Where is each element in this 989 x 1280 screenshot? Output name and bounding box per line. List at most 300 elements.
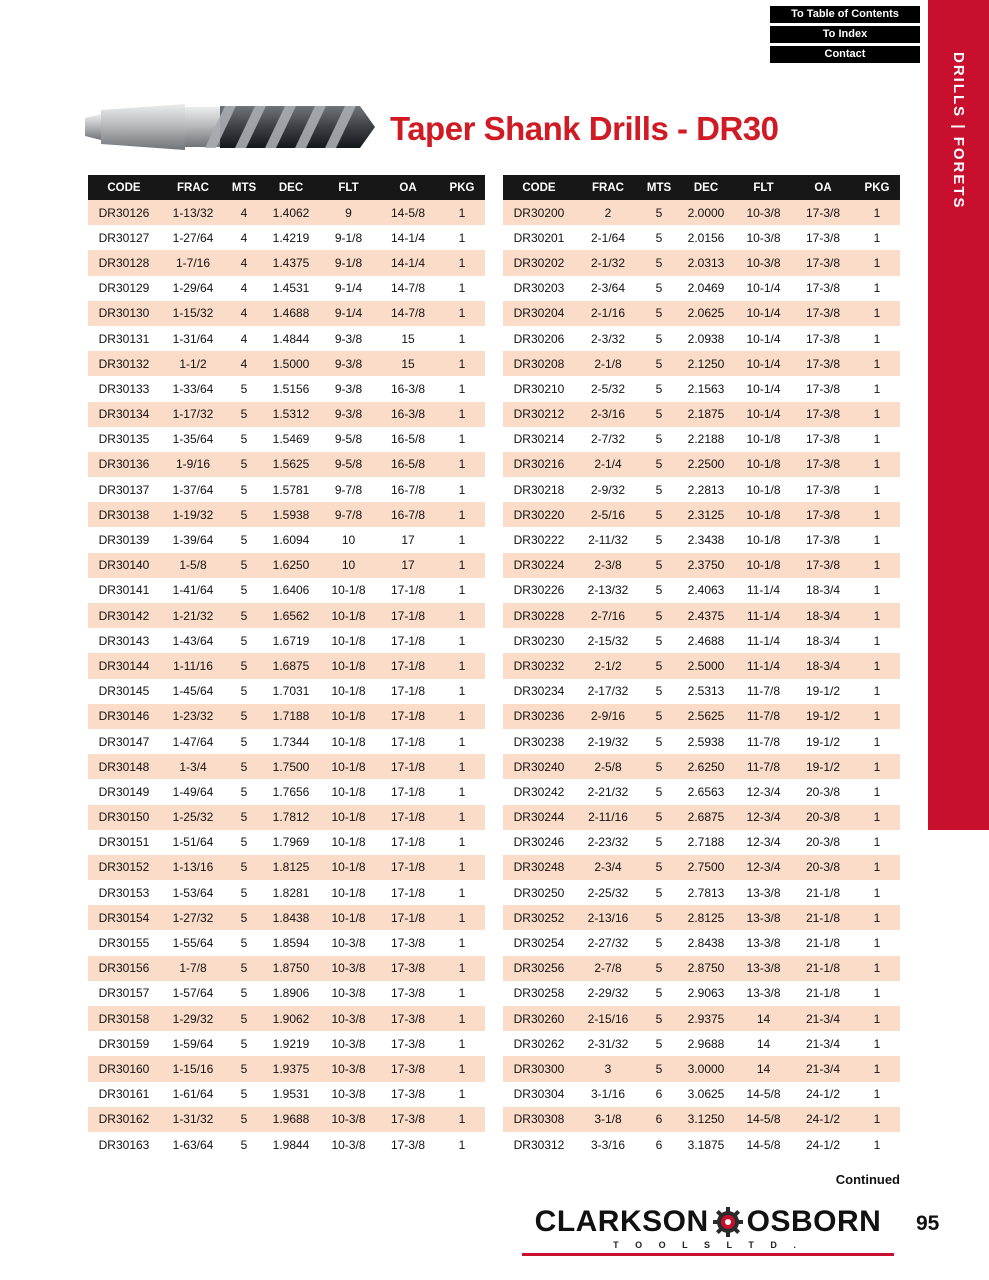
table-cell: 14-5/8 xyxy=(746,1087,781,1102)
table-row xyxy=(503,200,900,225)
table-cell: 2-7/32 xyxy=(590,432,626,447)
table-cell: 1 xyxy=(854,905,900,930)
table-cell: 17-1/8 xyxy=(390,835,426,850)
table-cell: DR30131 xyxy=(98,331,150,346)
table-cell: 10-1/4 xyxy=(746,281,781,296)
table-cell: 1 xyxy=(458,482,466,497)
table-cell: 2.2500 xyxy=(677,452,735,477)
table-cell: 10-3/8 xyxy=(331,1137,366,1152)
table-cell: DR30140 xyxy=(88,553,160,578)
table-cell: 20-3/8 xyxy=(792,805,854,830)
column-header: OA xyxy=(377,175,439,200)
table-row xyxy=(88,628,485,653)
table-cell: 18-3/4 xyxy=(805,583,841,598)
table-cell: 1-27/32 xyxy=(160,905,226,930)
table-cell: 1 xyxy=(873,533,881,548)
table-cell: 19-1/2 xyxy=(792,704,854,729)
table-row xyxy=(88,729,485,754)
nav-to-index[interactable]: To Index xyxy=(770,26,920,43)
table-cell: 5 xyxy=(641,452,677,477)
table-cell: 1.7500 xyxy=(262,754,320,779)
table-cell: 10-3/8 xyxy=(331,1036,366,1051)
table-cell: 10-3/8 xyxy=(331,1087,366,1102)
table-cell: 1 xyxy=(873,482,881,497)
table-row xyxy=(503,855,900,880)
table-cell: 4 xyxy=(240,281,248,296)
table-cell: 1.9219 xyxy=(272,1036,310,1051)
table-cell: DR30155 xyxy=(98,936,150,951)
nav-to-table-of-contents[interactable]: To Table of Contents xyxy=(770,6,920,23)
gear-icon xyxy=(713,1207,743,1237)
table-cell: 1.5781 xyxy=(272,482,310,497)
drill-table-left xyxy=(88,175,485,1157)
table-cell: 5 xyxy=(641,402,677,427)
table-cell: DR30156 xyxy=(88,956,160,981)
table-cell: 17-1/8 xyxy=(377,805,439,830)
table-cell: DR30300 xyxy=(503,1056,575,1081)
table-cell: 2-1/2 xyxy=(575,653,641,678)
table-cell: DR30304 xyxy=(513,1087,565,1102)
column-header: PKG xyxy=(439,175,485,200)
table-cell: DR30134 xyxy=(88,402,160,427)
table-cell: 10-1/8 xyxy=(746,432,781,447)
table-row xyxy=(88,805,485,830)
table-cell: 1 xyxy=(458,633,466,648)
table-cell: 5 xyxy=(655,331,663,346)
table-cell: 1.4844 xyxy=(272,331,310,346)
table-cell: 10-1/8 xyxy=(331,583,366,598)
table-cell: 12-3/4 xyxy=(746,835,781,850)
table-cell: 2.5625 xyxy=(677,704,735,729)
table-cell: 17-1/8 xyxy=(377,905,439,930)
table-cell: 17-3/8 xyxy=(377,1107,439,1132)
table-cell: 5 xyxy=(641,1056,677,1081)
table-cell: DR30158 xyxy=(88,1006,160,1031)
table-cell: 5 xyxy=(240,533,248,548)
table-cell: 14-5/8 xyxy=(377,200,439,225)
table-row xyxy=(503,276,900,301)
table-cell: 5 xyxy=(226,855,262,880)
table-cell: 21-1/8 xyxy=(805,885,841,900)
table-cell: 1-35/64 xyxy=(172,432,214,447)
brand-subtitle: T O O L S L T D . xyxy=(613,1240,803,1250)
table-cell: 1 xyxy=(458,936,466,951)
table-cell: 3-1/16 xyxy=(590,1087,626,1102)
table-cell: 20-3/8 xyxy=(805,784,841,799)
table-cell: 17-1/8 xyxy=(390,583,426,598)
table-row xyxy=(503,830,900,855)
table-cell: 10-3/8 xyxy=(331,936,366,951)
table-row xyxy=(503,376,900,401)
table-row xyxy=(503,527,900,552)
table-cell: 5 xyxy=(655,1036,663,1051)
table-cell: 13-3/8 xyxy=(746,986,781,1001)
table-cell: DR30151 xyxy=(98,835,150,850)
table-cell: DR30203 xyxy=(513,281,565,296)
table-cell: 10-1/4 xyxy=(746,381,781,396)
table-cell: 2-7/8 xyxy=(575,956,641,981)
table-cell: 1-41/64 xyxy=(172,583,214,598)
table-cell: 2.8438 xyxy=(687,936,725,951)
table-cell: 5 xyxy=(240,835,248,850)
table-cell: 1 xyxy=(439,250,485,275)
table-cell: 1 xyxy=(873,835,881,850)
table-row xyxy=(88,276,485,301)
table-cell: 5 xyxy=(240,381,248,396)
brand-underline xyxy=(522,1253,894,1256)
table-cell: 19-1/2 xyxy=(805,684,841,699)
table-cell: 17-3/8 xyxy=(805,281,841,296)
table-cell: 2-3/64 xyxy=(590,281,626,296)
table-cell: 5 xyxy=(240,1137,248,1152)
table-cell: 20-3/8 xyxy=(792,855,854,880)
table-cell: 5 xyxy=(655,684,663,699)
table-cell: 1-55/64 xyxy=(172,936,214,951)
table-cell: DR30256 xyxy=(503,956,575,981)
table-cell: 9-1/4 xyxy=(320,301,377,326)
table-cell: 21-3/4 xyxy=(792,1006,854,1031)
table-cell: 1-29/64 xyxy=(172,281,214,296)
table-cell: 2.5938 xyxy=(687,734,725,749)
table-cell: DR30128 xyxy=(88,250,160,275)
table-cell: 17-3/8 xyxy=(805,432,841,447)
table-cell: 21-1/8 xyxy=(792,956,854,981)
table-cell: 5 xyxy=(240,1036,248,1051)
table-cell: 1 xyxy=(873,936,881,951)
table-cell: 2-1/32 xyxy=(575,250,641,275)
table-cell: DR30236 xyxy=(503,704,575,729)
drill-illustration xyxy=(85,90,375,164)
table-cell: DR30201 xyxy=(513,230,565,245)
table-cell: 5 xyxy=(240,784,248,799)
table-cell: 1.9844 xyxy=(272,1137,310,1152)
column-header: OA xyxy=(792,175,854,200)
table-cell: 17-3/8 xyxy=(792,502,854,527)
table-cell: 17-1/8 xyxy=(390,633,426,648)
table-cell: 6 xyxy=(641,1107,677,1132)
table-row xyxy=(503,553,900,578)
table-cell: 4 xyxy=(226,351,262,376)
table-cell: 17-1/8 xyxy=(377,704,439,729)
table-cell: 17-3/8 xyxy=(390,986,426,1001)
table-cell: 1-45/64 xyxy=(172,684,214,699)
nav-contact[interactable]: Contact xyxy=(770,46,920,63)
table-row xyxy=(88,225,485,250)
table-cell: 1 xyxy=(854,855,900,880)
table-cell: 17-1/8 xyxy=(377,653,439,678)
table-cell: 2-1/4 xyxy=(575,452,641,477)
table-cell: 14-5/8 xyxy=(735,1107,792,1132)
table-row xyxy=(88,679,485,704)
table-cell: 5 xyxy=(655,784,663,799)
table-cell: DR30148 xyxy=(88,754,160,779)
table-cell: 1 xyxy=(439,200,485,225)
table-cell: 10-3/8 xyxy=(735,200,792,225)
table-row xyxy=(503,250,900,275)
table-cell: 1.6250 xyxy=(262,553,320,578)
section-label: DRILLS | FORETS xyxy=(950,52,967,210)
table-cell: 1 xyxy=(439,452,485,477)
table-cell: DR30138 xyxy=(88,502,160,527)
table-cell: 2.4063 xyxy=(687,583,725,598)
table-cell: 9-1/8 xyxy=(334,230,363,245)
table-row xyxy=(88,1107,485,1132)
table-cell: 2.0313 xyxy=(677,250,735,275)
table-cell: 2.0938 xyxy=(687,331,725,346)
table-cell: 1 xyxy=(854,301,900,326)
table-cell: 1.4531 xyxy=(272,281,310,296)
table-cell: 24-1/2 xyxy=(805,1137,841,1152)
table-cell: 1.8750 xyxy=(262,956,320,981)
table-cell: 1 xyxy=(854,1107,900,1132)
table-cell: 16-7/8 xyxy=(390,482,426,497)
table-row xyxy=(503,502,900,527)
table-cell: DR30139 xyxy=(98,533,150,548)
table-cell: 11-7/8 xyxy=(735,704,792,729)
table-row xyxy=(88,653,485,678)
table-cell: DR30254 xyxy=(513,936,565,951)
table-row xyxy=(88,1082,485,1107)
table-cell: 10-1/8 xyxy=(735,452,792,477)
column-header: MTS xyxy=(226,175,262,200)
table-cell: 17-3/8 xyxy=(792,452,854,477)
table-cell: 21-1/8 xyxy=(792,905,854,930)
table-row xyxy=(503,905,900,930)
table-cell: 10-1/8 xyxy=(320,905,377,930)
table-row xyxy=(88,930,485,955)
table-cell: 2-27/32 xyxy=(587,936,629,951)
table-cell: 1.5156 xyxy=(272,381,310,396)
table-cell: 3.0000 xyxy=(677,1056,735,1081)
table-cell: 17-3/8 xyxy=(805,230,841,245)
table-cell: 1 xyxy=(439,1107,485,1132)
table-cell: 2.3438 xyxy=(687,533,725,548)
table-cell: 10-1/8 xyxy=(331,734,366,749)
table-cell: 9-7/8 xyxy=(334,482,363,497)
table-cell: 1 xyxy=(854,956,900,981)
table-cell: 1 xyxy=(854,805,900,830)
table-cell: 5 xyxy=(655,885,663,900)
table-cell: DR30150 xyxy=(88,805,160,830)
table-cell: 5 xyxy=(226,956,262,981)
table-cell: 5 xyxy=(641,956,677,981)
table-row xyxy=(503,779,900,804)
table-cell: 10-1/8 xyxy=(331,885,366,900)
table-row xyxy=(503,402,900,427)
table-row xyxy=(503,427,900,452)
table-cell: DR30143 xyxy=(98,633,150,648)
table-cell: 2-31/32 xyxy=(587,1036,629,1051)
table-cell: 17-3/8 xyxy=(390,1137,426,1152)
table-cell: 17-1/8 xyxy=(377,603,439,628)
table-cell: 2-15/32 xyxy=(587,633,629,648)
table-cell: 17-3/8 xyxy=(792,250,854,275)
table-cell: 16-5/8 xyxy=(377,452,439,477)
table-cell: 5 xyxy=(240,1087,248,1102)
table-cell: 1 xyxy=(854,402,900,427)
table-cell: 5 xyxy=(641,603,677,628)
table-cell: DR30137 xyxy=(98,482,150,497)
table-cell: DR30141 xyxy=(98,583,150,598)
table-cell: 5 xyxy=(240,885,248,900)
table-row xyxy=(88,578,485,603)
table-cell: 9-3/8 xyxy=(334,381,363,396)
table-cell: 1.8125 xyxy=(262,855,320,880)
table-cell: 1 xyxy=(873,1036,881,1051)
table-cell: 2-3/4 xyxy=(575,855,641,880)
table-cell: 2-21/32 xyxy=(587,784,629,799)
table-cell: 5 xyxy=(641,653,677,678)
table-cell: DR30159 xyxy=(98,1036,150,1051)
table-cell: DR30212 xyxy=(503,402,575,427)
table-cell: 5 xyxy=(655,734,663,749)
table-cell: 17-3/8 xyxy=(792,351,854,376)
table-cell: 5 xyxy=(641,250,677,275)
page-title: Taper Shank Drills - DR30 xyxy=(390,110,779,147)
table-cell: 5 xyxy=(641,1006,677,1031)
table-cell: 1 xyxy=(458,1036,466,1051)
table-cell: 1-53/64 xyxy=(172,885,214,900)
table-cell: DR30208 xyxy=(503,351,575,376)
table-row xyxy=(503,805,900,830)
table-cell: 1-19/32 xyxy=(160,502,226,527)
table-cell: 1-23/32 xyxy=(160,704,226,729)
table-cell: 1 xyxy=(873,583,881,598)
table-cell: 10-1/8 xyxy=(320,603,377,628)
table-cell: 1.7969 xyxy=(272,835,310,850)
table-row xyxy=(88,704,485,729)
table-cell: 2-13/32 xyxy=(587,583,629,598)
table-cell: DR30162 xyxy=(88,1107,160,1132)
table-row xyxy=(88,1006,485,1031)
table-cell: 1 xyxy=(439,553,485,578)
table-cell: 5 xyxy=(655,533,663,548)
table-cell: 1 xyxy=(873,633,881,648)
table-cell: 1.8594 xyxy=(272,936,310,951)
table-cell: 1 xyxy=(439,603,485,628)
column-header: FLT xyxy=(320,175,377,200)
table-row xyxy=(88,1132,485,1157)
table-cell: 1.5469 xyxy=(272,432,310,447)
table-row xyxy=(88,855,485,880)
table-cell: 1 xyxy=(458,784,466,799)
table-cell: 1 xyxy=(458,331,466,346)
table-cell: 1.6406 xyxy=(272,583,310,598)
table-cell: 17-1/8 xyxy=(377,754,439,779)
table-cell: 1 xyxy=(854,1056,900,1081)
table-cell: DR30258 xyxy=(513,986,565,1001)
table-cell: 1.4219 xyxy=(272,230,310,245)
table-cell: 5 xyxy=(641,200,677,225)
table-row xyxy=(503,729,900,754)
header-row xyxy=(88,175,485,200)
table-cell: 17-1/8 xyxy=(390,784,426,799)
table-cell: 1.8906 xyxy=(272,986,310,1001)
table-cell: 17-1/8 xyxy=(377,855,439,880)
table-cell: 17-3/8 xyxy=(792,200,854,225)
table-cell: 10 xyxy=(320,553,377,578)
table-cell: 10-3/8 xyxy=(320,1006,377,1031)
table-cell: 6 xyxy=(655,1087,663,1102)
table-cell: 1-13/32 xyxy=(160,200,226,225)
table-cell: 1 xyxy=(458,281,466,296)
table-cell: DR30144 xyxy=(88,653,160,678)
table-row xyxy=(503,628,900,653)
table-cell: 1.9062 xyxy=(262,1006,320,1031)
table-cell: 1.4062 xyxy=(262,200,320,225)
table-cell: DR30160 xyxy=(88,1056,160,1081)
table-cell: 21-1/8 xyxy=(805,936,841,951)
table-cell: 5 xyxy=(240,684,248,699)
table-cell: 2.5000 xyxy=(677,653,735,678)
table-cell: DR30153 xyxy=(98,885,150,900)
table-cell: 5 xyxy=(226,704,262,729)
table-cell: 10-3/8 xyxy=(331,986,366,1001)
table-cell: DR30240 xyxy=(503,754,575,779)
table-cell: 17-3/8 xyxy=(377,1056,439,1081)
table-cell: 1 xyxy=(458,986,466,1001)
table-cell: 1 xyxy=(873,784,881,799)
table-cell: 2-7/16 xyxy=(575,603,641,628)
table-cell: 1 xyxy=(439,502,485,527)
table-cell: 1-57/64 xyxy=(172,986,214,1001)
table-cell: 24-1/2 xyxy=(792,1107,854,1132)
table-cell: 10-1/8 xyxy=(735,553,792,578)
table-cell: 12-3/4 xyxy=(735,805,792,830)
table-cell: 15 xyxy=(401,331,415,346)
table-row xyxy=(88,779,485,804)
table-row xyxy=(503,1082,900,1107)
table-cell: 9-3/8 xyxy=(320,402,377,427)
table-cell: 24-1/2 xyxy=(805,1087,841,1102)
table-cell: 1.5625 xyxy=(262,452,320,477)
table-cell: 5 xyxy=(655,835,663,850)
table-cell: 17-3/8 xyxy=(805,331,841,346)
table-cell: 5 xyxy=(240,583,248,598)
table-row xyxy=(503,880,900,905)
table-cell: 3-1/8 xyxy=(575,1107,641,1132)
table-cell: 2-1/64 xyxy=(590,230,626,245)
table-cell: 10-1/8 xyxy=(320,754,377,779)
table-cell: 2.2813 xyxy=(687,482,725,497)
table-cell: 1.9375 xyxy=(262,1056,320,1081)
table-cell: DR30220 xyxy=(503,502,575,527)
table-cell: DR30242 xyxy=(513,784,565,799)
table-cell: 5 xyxy=(226,402,262,427)
table-cell: DR30210 xyxy=(513,381,565,396)
table-cell: 17-3/8 xyxy=(390,1036,426,1051)
table-cell: 5 xyxy=(226,754,262,779)
table-cell: 1 xyxy=(854,250,900,275)
table-cell: 1-21/32 xyxy=(160,603,226,628)
table-cell: 1 xyxy=(854,653,900,678)
table-cell: 1.5312 xyxy=(262,402,320,427)
column-header: FLT xyxy=(735,175,792,200)
taper-shank-drill-photo xyxy=(85,90,375,169)
column-header: DEC xyxy=(677,175,735,200)
column-header: CODE xyxy=(503,175,575,200)
table-cell: 5 xyxy=(655,281,663,296)
nav-buttons xyxy=(770,6,920,63)
table-cell: 1-31/64 xyxy=(172,331,214,346)
table-cell: 1 xyxy=(854,603,900,628)
table-cell: 16-7/8 xyxy=(377,502,439,527)
table-row xyxy=(88,326,485,351)
table-cell: DR30204 xyxy=(503,301,575,326)
table-row xyxy=(88,830,485,855)
table-cell: 2-5/16 xyxy=(575,502,641,527)
table-cell: 5 xyxy=(641,351,677,376)
